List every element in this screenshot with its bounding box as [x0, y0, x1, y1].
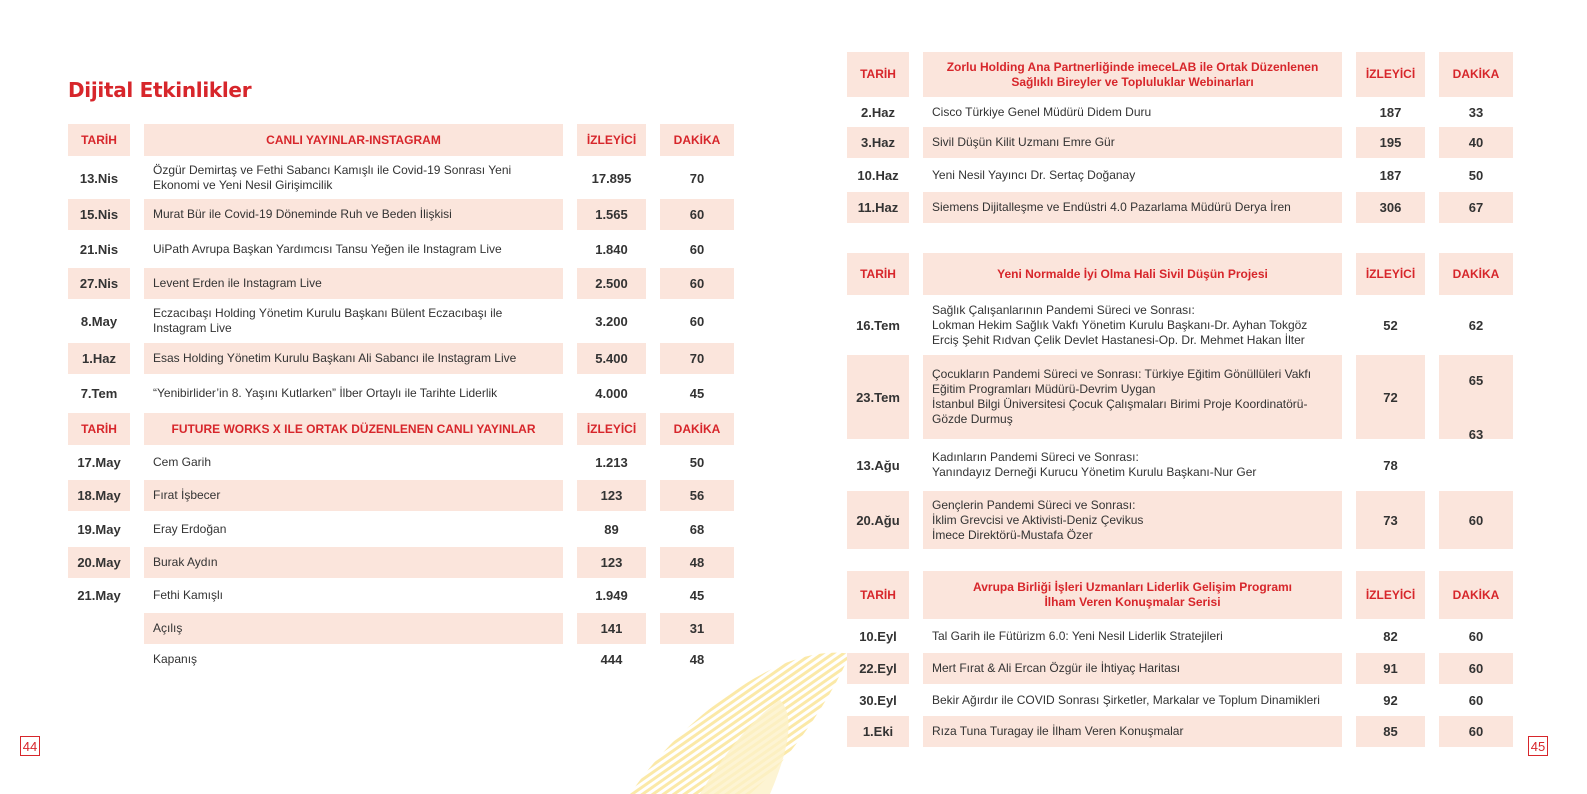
table-row	[68, 511, 734, 547]
cell-desc: Yeni Nesil Yayıncı Dr. Sertaç Doğanay	[932, 167, 1136, 182]
cell-desc: Tal Garih ile Fütürizm 6.0: Yeni Nesil Liderlik Stratejileri	[932, 628, 1223, 643]
cell-viewers: 91	[1356, 653, 1425, 684]
header-minutes: DAKİKA	[1439, 253, 1513, 295]
table-row	[847, 127, 1513, 158]
cell-desc: Çocukların Pandemi Süreci ve Sonrası: Türkiye Eğitim Gönüllüleri Vakfı Eğitim Programları Müdürü-Devrim Uygan İstanbul Bilgi Üniversitesi Çocuk Çalışmaları Birimi Proje Koordinatörü- Gözde Durmuş	[923, 355, 1342, 439]
cell-desc: Fethi Kamışlı	[153, 588, 224, 602]
cell-minutes: 31	[660, 613, 734, 644]
cell-date: 7.Tem	[80, 385, 118, 401]
header-viewers: İZLEYİCİ	[577, 124, 646, 156]
cell-viewers: 52	[1383, 317, 1398, 333]
cell-minutes: 56	[660, 480, 734, 511]
table-header	[847, 52, 1513, 97]
cell-desc: Açılış	[144, 613, 563, 644]
cell-date: 10.Haz	[857, 167, 899, 183]
table-header	[847, 253, 1513, 295]
cell-desc: Murat Bür ile Covid-19 Döneminde Ruh ve Beden İlişkisi	[144, 199, 563, 230]
table-row	[847, 192, 1513, 223]
cell-viewers: 1.840	[595, 241, 628, 257]
cell-viewers: 4.000	[595, 385, 628, 401]
cell-date: 30.Eyl	[859, 692, 897, 708]
cell-date: 11.Haz	[847, 192, 909, 223]
table-row	[847, 684, 1513, 716]
cell-date: 20.Ağu	[847, 491, 909, 549]
table-row	[847, 295, 1513, 355]
cell-viewers: 195	[1356, 127, 1425, 158]
header-viewers: İZLEYİCİ	[577, 413, 646, 445]
cell-minutes: 60	[1468, 692, 1484, 708]
cell-viewers: 3.200	[595, 313, 628, 329]
cell-date: 13.Nis	[79, 170, 119, 186]
cell-viewers: 92	[1383, 692, 1398, 708]
cell-date: 21.May	[77, 588, 121, 603]
cell-desc: Bekir Ağırdır ile COVID Sonrası Şirketler, Markalar ve Toplum Dinamikleri	[932, 692, 1320, 707]
cell-minutes: 65	[1439, 355, 1513, 439]
table-row	[68, 644, 734, 674]
cell-minutes: 68	[689, 521, 705, 537]
cell-minutes: 48	[660, 547, 734, 578]
table-row	[847, 355, 1513, 439]
future-works-table	[68, 413, 734, 674]
header-minutes: DAKİKA	[1439, 52, 1513, 97]
cell-minutes: 48	[689, 651, 705, 667]
cell-viewers: 5.400	[577, 343, 646, 374]
cell-minutes: 45	[689, 588, 705, 603]
cell-date: 1.Haz	[68, 343, 130, 374]
cell-date: 19.May	[77, 521, 121, 537]
page-number-right: 45	[1528, 736, 1548, 756]
cell-minutes: 70	[689, 170, 705, 186]
zorlu-webinar-table	[847, 52, 1513, 223]
table-row	[847, 619, 1513, 653]
sivil-dusun-table	[847, 253, 1513, 549]
cell-viewers: 444	[600, 651, 623, 667]
cell-minutes: 60	[1439, 716, 1513, 747]
cell-desc: Cem Garih	[153, 455, 212, 469]
cell-desc: Kadınların Pandemi Süreci ve Sonrası: Yanındayız Derneği Kurucu Yönetim Kurulu Başkanı-Nur Ger	[932, 450, 1257, 479]
cell-desc: Eczacıbaşı Holding Yönetim Kurulu Başkanı Bülent Eczacıbaşı ile Instagram Live	[153, 306, 503, 335]
cell-viewers: 82	[1383, 628, 1398, 644]
cell-desc: Sivil Düşün Kilit Uzmanı Emre Gür	[923, 127, 1342, 158]
cell-viewers: 123	[577, 547, 646, 578]
header-title: Avrupa Birliği İşleri Uzmanları Liderlik Gelişim Programı İlham Veren Konuşmalar Serisi	[923, 571, 1342, 619]
cell-date: 15.Nis	[68, 199, 130, 230]
cell-viewers: 1.949	[595, 588, 628, 603]
cell-minutes: 60	[1468, 628, 1484, 644]
cell-viewers: 141	[577, 613, 646, 644]
cell-viewers: 73	[1356, 491, 1425, 549]
cell-viewers: 2.500	[577, 268, 646, 299]
cell-date: 16.Tem	[856, 317, 900, 333]
cell-viewers: 1.565	[577, 199, 646, 230]
table-row	[847, 716, 1513, 747]
table-header	[68, 124, 734, 156]
table-row	[68, 613, 734, 644]
table-row	[68, 480, 734, 511]
cell-minutes: 50	[689, 455, 705, 470]
cell-date: 3.Haz	[847, 127, 909, 158]
cell-date: 2.Haz	[861, 104, 895, 120]
cell-minutes: 60	[689, 241, 705, 257]
header-date: TARİH	[68, 124, 130, 156]
header-title: Zorlu Holding Ana Partnerliğinde imeceLAB ile Ortak Düzenlenen Sağlıklı Bireyler ve Topluluklar Webinarları	[923, 52, 1342, 97]
cell-date: 17.May	[77, 455, 121, 470]
cell-date: 21.Nis	[79, 241, 119, 257]
header-minutes: DAKİKA	[660, 124, 734, 156]
cell-minutes: 60	[689, 313, 705, 329]
cell-minutes: 70	[660, 343, 734, 374]
cell-minutes: 40	[1439, 127, 1513, 158]
cell-viewers: 187	[1379, 167, 1402, 183]
header-minutes: DAKİKA	[660, 413, 734, 445]
cell-date: 22.Eyl	[847, 653, 909, 684]
cell-desc: Gençlerin Pandemi Süreci ve Sonrası: İklim Grevcisi ve Aktivisti-Deniz Çevikus İmece Direktörü-Mustafa Özer	[923, 491, 1342, 549]
cell-desc: Burak Aydın	[144, 547, 563, 578]
table-header	[847, 571, 1513, 619]
cell-desc: Özgür Demirtaş ve Fethi Sabancı Kamışlı ile Covid-19 Sonrası Yeni Ekonomi ve Yeni Nesil Girişimcilik	[153, 163, 512, 192]
cell-minutes: 60	[660, 268, 734, 299]
header-date: TARİH	[847, 571, 909, 619]
cell-desc: Esas Holding Yönetim Kurulu Başkanı Ali Sabancı ile Instagram Live	[144, 343, 563, 374]
table-row	[847, 653, 1513, 684]
header-title: Yeni Normalde İyi Olma Hali Sivil Düşün Projesi	[923, 253, 1342, 295]
cell-desc: UiPath Avrupa Başkan Yardımcısı Tansu Yeğen ile Instagram Live	[153, 241, 502, 256]
cell-viewers: 72	[1356, 355, 1425, 439]
cell-desc: Kapanış	[153, 651, 198, 666]
table-row	[68, 268, 734, 299]
cell-minutes: 67	[1439, 192, 1513, 223]
cell-desc: Rıza Tuna Turagay ile İlham Veren Konuşmalar	[923, 716, 1342, 747]
cell-desc: Sağlık Çalışanlarının Pandemi Süreci ve Sonrası: Lokman Hekim Sağlık Vakfı Yönetim Kurulu Başkanı-Dr. Ayhan Tokgöz Erciş Şehit Rıdvan Çelik Devlet Hastanesi-Op. Dr. Mehmet Hakan İlter	[932, 302, 1308, 347]
ab-leadership-table	[847, 571, 1513, 747]
table-row	[68, 157, 734, 199]
header-viewers: İZLEYİCİ	[1356, 571, 1425, 619]
table-row	[68, 374, 734, 412]
table-row	[847, 491, 1513, 549]
cell-date: 13.Ağu	[856, 457, 900, 473]
cell-desc: Levent Erden ile Instagram Live	[144, 268, 563, 299]
header-viewers: İZLEYİCİ	[1356, 253, 1425, 295]
instagram-live-table	[68, 124, 734, 412]
cell-date: 10.Eyl	[859, 628, 897, 644]
table-row	[847, 427, 1513, 491]
cell-minutes: 33	[1468, 104, 1484, 120]
header-date: TARİH	[68, 413, 130, 445]
cell-date: 23.Tem	[847, 355, 909, 439]
cell-viewers: 85	[1356, 716, 1425, 747]
table-row	[68, 578, 734, 613]
header-title: CANLI YAYINLAR-INSTAGRAM	[144, 124, 563, 156]
table-row	[68, 547, 734, 578]
header-minutes: DAKİKA	[1439, 571, 1513, 619]
table-row	[847, 97, 1513, 127]
cell-date: 20.May	[68, 547, 130, 578]
header-viewers: İZLEYİCİ	[1356, 52, 1425, 97]
cell-viewers: 1.213	[595, 455, 628, 470]
cell-minutes: 63	[1468, 427, 1484, 442]
cell-minutes: 50	[1468, 167, 1484, 183]
cell-date	[68, 644, 130, 674]
header-date: TARİH	[847, 253, 909, 295]
cell-viewers: 89	[604, 521, 619, 537]
cell-desc: Eray Erdoğan	[153, 521, 227, 536]
cell-desc: Siemens Dijitalleşme ve Endüstri 4.0 Pazarlama Müdürü Derya İren	[923, 192, 1342, 223]
cell-desc: Mert Fırat & Ali Ercan Özgür ile İhtiyaç Haritası	[923, 653, 1342, 684]
table-row	[68, 199, 734, 230]
cell-date: 18.May	[68, 480, 130, 511]
table-row	[68, 299, 734, 343]
cell-date	[68, 613, 130, 644]
cell-minutes: 60	[1439, 653, 1513, 684]
header-title: FUTURE WORKS X ILE ORTAK DÜZENLENEN CANLI YAYINLAR	[144, 413, 563, 445]
cell-viewers: 187	[1379, 104, 1402, 120]
header-date: TARİH	[847, 52, 909, 97]
cell-desc: Fırat İşbecer	[144, 480, 563, 511]
cell-date: 1.Eki	[847, 716, 909, 747]
table-row	[68, 445, 734, 480]
cell-minutes: 60	[660, 199, 734, 230]
cell-viewers: 123	[577, 480, 646, 511]
cell-desc: Cisco Türkiye Genel Müdürü Didem Duru	[932, 104, 1152, 119]
page-title: Dijital Etkinlikler	[68, 78, 252, 102]
cell-viewers: 306	[1356, 192, 1425, 223]
table-header	[68, 413, 734, 445]
cell-minutes: 45	[689, 385, 705, 401]
table-row	[68, 230, 734, 268]
cell-viewers: 78	[1383, 457, 1398, 473]
cell-minutes: 60	[1439, 491, 1513, 549]
table-row	[68, 343, 734, 374]
table-row	[847, 158, 1513, 192]
cell-date: 27.Nis	[68, 268, 130, 299]
page-number-left: 44	[20, 736, 40, 756]
cell-desc: “Yenibirlider’in 8. Yaşını Kutlarken” İlber Ortaylı ile Tarihte Liderlik	[153, 385, 498, 400]
cell-date: 8.May	[80, 313, 118, 329]
cell-minutes: 62	[1468, 317, 1484, 333]
cell-viewers: 17.895	[591, 170, 632, 186]
